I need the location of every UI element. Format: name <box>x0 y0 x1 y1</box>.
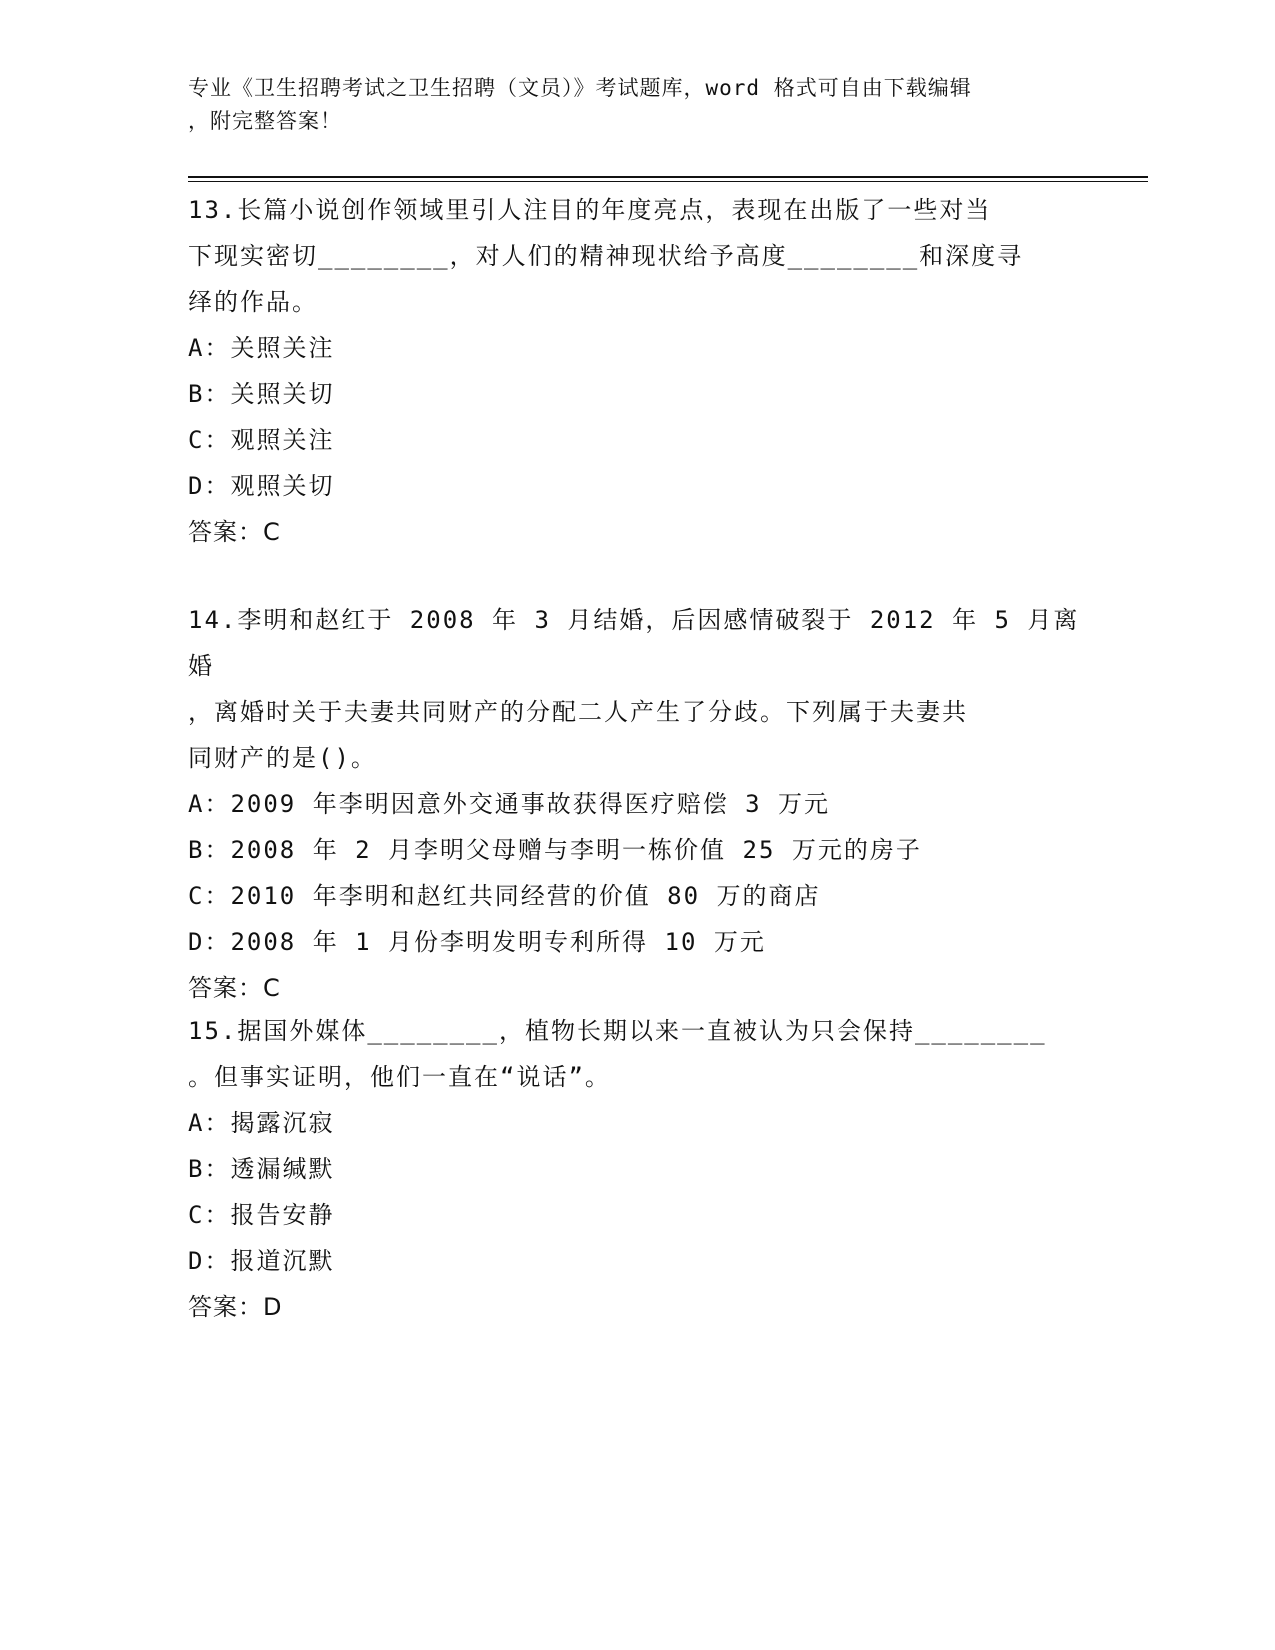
question-stem-line: 下现实密切________，对人们的精神现状给予高度________和深度寻 <box>188 242 1024 270</box>
option-a: A：关照关注 <box>188 334 335 362</box>
option-a: A：揭露沉寂 <box>188 1109 335 1137</box>
header-divider <box>188 181 1148 182</box>
option-c: C：2010 年李明和赵红共同经营的价值 80 万的商店 <box>188 882 821 910</box>
option-d: D：报道沉默 <box>188 1247 335 1275</box>
question-stem-line: 绎的作品。 <box>188 288 318 316</box>
option-b: B：2008 年 2 月李明父母赠与李明一栋价值 25 万元的房子 <box>188 836 922 864</box>
question-stem-line: 14.李明和赵红于 2008 年 3 月结婚，后因感情破裂于 2012 年 5 月离婚 <box>188 606 1080 680</box>
answer: 答案：C <box>188 974 281 1002</box>
option-b: B：关照关切 <box>188 380 335 408</box>
answer: 答案：D <box>188 1293 283 1321</box>
header-line: ，附完整答案！ <box>188 109 342 133</box>
question-14 <box>188 597 1088 1011</box>
question-stem-line: 13.长篇小说创作领域里引人注目的年度亮点，表现在出版了一些对当 <box>188 196 992 224</box>
answer: 答案：C <box>188 518 281 546</box>
document-header <box>188 72 1088 138</box>
question-13 <box>188 187 1088 555</box>
question-stem-line: 。但事实证明，他们一直在“说话”。 <box>188 1063 611 1091</box>
option-d: D：观照关切 <box>188 472 335 500</box>
option-d: D：2008 年 1 月份李明发明专利所得 10 万元 <box>188 928 766 956</box>
question-stem-line: 15.据国外媒体________，植物长期以来一直被认为只会保持________ <box>188 1017 1047 1045</box>
question-15 <box>188 1008 1088 1330</box>
option-c: C：报告安静 <box>188 1201 335 1229</box>
option-a: A：2009 年李明因意外交通事故获得医疗赔偿 3 万元 <box>188 790 831 818</box>
question-stem-line: 同财产的是()。 <box>188 744 377 772</box>
option-b: B：透漏缄默 <box>188 1155 335 1183</box>
header-divider <box>188 176 1148 178</box>
option-c: C：观照关注 <box>188 426 335 454</box>
question-stem-line: ，离婚时关于夫妻共同财产的分配二人产生了分歧。下列属于夫妻共 <box>188 698 968 726</box>
header-line: 专业《卫生招聘考试之卫生招聘（文员）》考试题库，word 格式可自由下载编辑 <box>188 76 972 100</box>
